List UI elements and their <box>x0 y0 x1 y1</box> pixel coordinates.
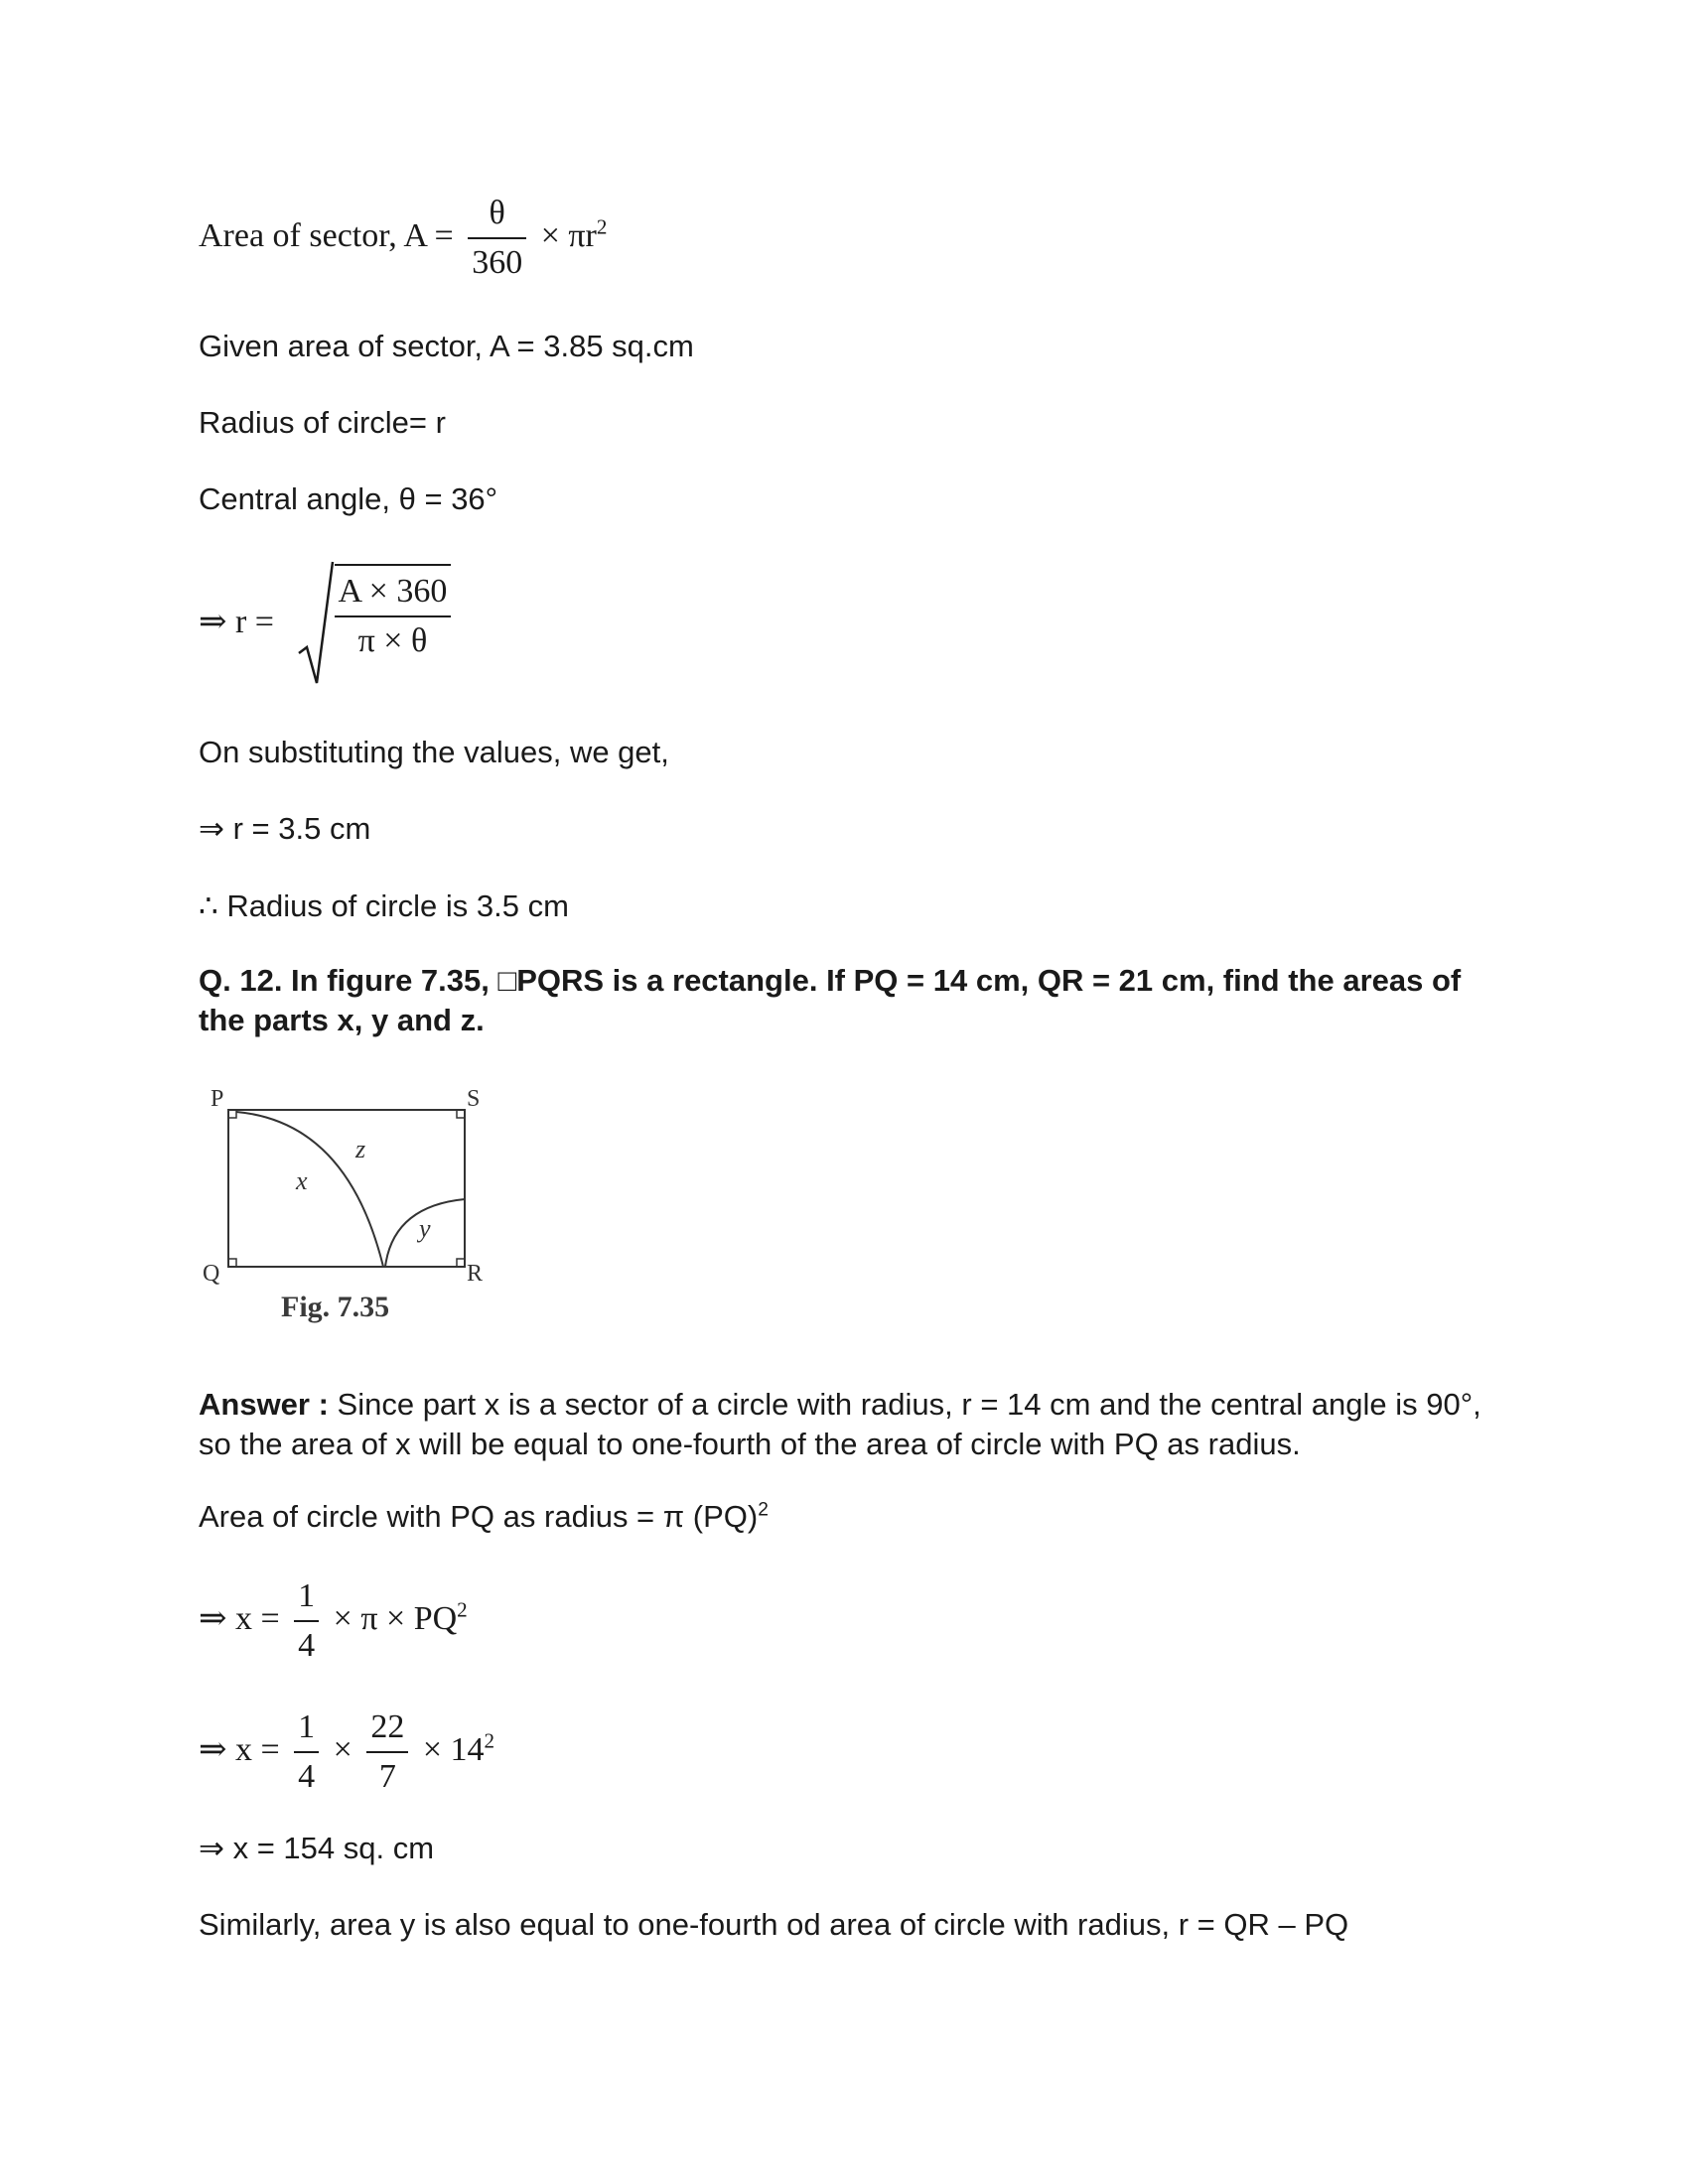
x-formula-2-denominator-1: 4 <box>298 1758 316 1795</box>
label-s: S <box>467 1086 481 1112</box>
x-formula-2-fraction-1 <box>294 1707 319 1797</box>
x-formula-2-denominator-2: 7 <box>378 1758 396 1795</box>
sector-formula-exponent: 2 <box>596 214 608 239</box>
x-value-text: ⇒ x = 154 sq. cm <box>199 1831 435 1865</box>
x-formula-2-lhs: ⇒ x = <box>199 1730 280 1768</box>
sector-area-formula <box>199 194 607 283</box>
radius-formula-lhs: ⇒ r = <box>199 604 274 640</box>
corner-mark-p <box>228 1110 236 1118</box>
label-z: z <box>355 1135 366 1163</box>
x-formula-1-lhs: ⇒ x = <box>199 1599 280 1637</box>
square-root-sign-icon <box>297 558 335 687</box>
label-x: x <box>296 1166 308 1195</box>
x-formula-1 <box>199 1576 468 1666</box>
sector-formula-lhs: Area of sector, A = <box>199 216 454 254</box>
given-area-text: Given area of sector, A = 3.85 sq.cm <box>199 329 694 363</box>
x-formula-1-fraction <box>294 1576 319 1666</box>
x-formula-2 <box>199 1707 494 1797</box>
answer-label: Answer : <box>199 1387 329 1422</box>
sector-formula-rhs: × πr <box>540 216 597 254</box>
radius-definition-text: Radius of circle= r <box>199 405 446 440</box>
radius-formula <box>199 558 451 687</box>
square-root <box>297 558 452 687</box>
substituting-text: On substituting the values, we get, <box>199 735 669 769</box>
rectangle-pqrs <box>228 1110 465 1267</box>
radius-value-text: ⇒ r = 3.5 cm <box>199 811 371 846</box>
label-y: y <box>419 1214 431 1243</box>
sector-fraction <box>468 194 526 283</box>
central-angle-text: Central angle, θ = 36° <box>199 481 498 516</box>
label-p: P <box>211 1086 224 1112</box>
radius-fraction-numerator: A × 360 <box>335 572 452 617</box>
x-formula-1-numerator: 1 <box>294 1576 319 1622</box>
area-circle-pq-main: Area of circle with PQ as radius = π (PQ) <box>199 1499 759 1534</box>
figure-caption: Fig. 7.35 <box>281 1291 390 1323</box>
radius-fraction <box>335 564 452 661</box>
x-formula-1-exponent: 2 <box>457 1597 468 1622</box>
radius-fraction-denominator: π × θ <box>357 622 428 659</box>
x-formula-2-operator: × <box>333 1730 352 1768</box>
x-formula-1-rhs: × π × PQ <box>333 1599 458 1637</box>
x-formula-1-denominator: 4 <box>298 1627 316 1664</box>
corner-mark-r <box>457 1259 465 1267</box>
x-formula-2-exponent: 2 <box>484 1728 495 1753</box>
question-12: Q. 12. In figure 7.35, □PQRS is a rectangle. If PQ = 14 cm, QR = 21 cm, find the areas of the parts x, y and z. <box>199 963 1462 1037</box>
similarly-text: Similarly, area y is also equal to one-fourth od area of circle with radius, r = QR – PQ <box>199 1907 1349 1942</box>
label-q: Q <box>203 1261 220 1287</box>
corner-mark-s <box>457 1110 465 1118</box>
x-formula-2-numerator-2: 22 <box>366 1707 408 1753</box>
sector-fraction-denominator: 360 <box>472 244 523 281</box>
corner-mark-q <box>228 1259 236 1267</box>
radius-conclusion-text: ∴ Radius of circle is 3.5 cm <box>199 888 569 923</box>
area-circle-pq-text <box>199 1497 769 1537</box>
label-r: R <box>467 1261 484 1287</box>
answer-text: Since part x is a sector of a circle with radius, r = 14 cm and the central angle is 90°, so the area of x will be equal to one-fourth of the area of circle with PQ as radius. <box>199 1387 1481 1461</box>
sector-fraction-numerator: θ <box>468 194 526 239</box>
answer-paragraph <box>199 1385 1509 1464</box>
area-circle-pq-exponent: 2 <box>758 1499 769 1521</box>
x-formula-2-rhs: × 14 <box>422 1730 485 1768</box>
x-formula-2-fraction-2 <box>366 1707 408 1797</box>
x-formula-2-numerator-1: 1 <box>294 1707 319 1753</box>
